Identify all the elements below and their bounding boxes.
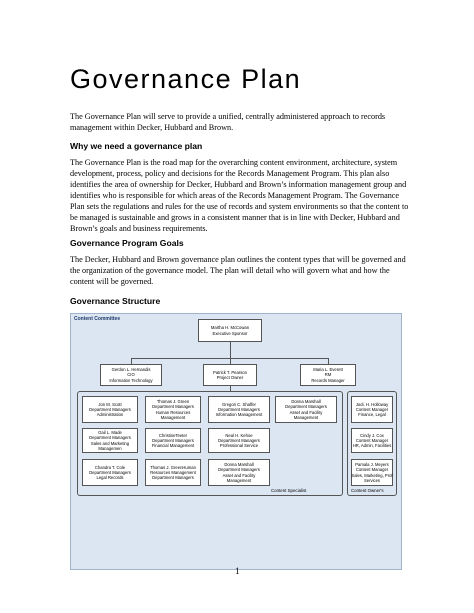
- owner-box: Jodi. H. Holloway Content Manager Finance, Legal: [351, 396, 393, 423]
- connector-exec: [230, 342, 231, 358]
- owner-box: Cindy J. Cox Content Manager HR, Admin, Facilities: [351, 428, 393, 453]
- specialist-box: Gregori C. Shaffer Department Managers Information Management: [208, 396, 270, 423]
- specialist-box: ChristineTeeter Department Managers Financial Management: [145, 428, 201, 453]
- page-title: Governance Plan: [70, 64, 302, 94]
- intro-paragraph: The Governance Plan will serve to provide a unified, centrally administered approach to records management within Decker, Hubbard and Brown.: [70, 112, 386, 132]
- records-manager-box: Maria L. Everett RM Records Manager: [300, 364, 356, 386]
- content-committee-label: Content Committee: [74, 316, 121, 322]
- specialist-box: Gail L. Made Department Managers Sales and Marketing Managemen: [82, 428, 138, 453]
- content-owners-label: Content Owner's: [351, 488, 384, 493]
- specialist-box: Thomas J. GreenHuman Resources Management Department Managers: [145, 459, 201, 486]
- section-heading-structure: Governance Structure: [70, 296, 161, 306]
- project-owner-box: Patrick T. Pearson Project Owner: [203, 364, 257, 386]
- section-heading-goals: Governance Program Goals: [70, 238, 184, 248]
- specialist-box: Chandra T. Cole Department Managers Legal Records: [82, 459, 138, 486]
- org-chart: [70, 313, 402, 570]
- goals-paragraph: The Decker, Hubbard and Brown governance plan outlines the content types that will be governed and the organization of the governance model. The plan will detail who will govern what and how the content will be governed.: [70, 255, 406, 286]
- specialist-box: Jon M. Scott Department Managers Administration: [82, 396, 138, 423]
- exec-sponsor-box: Martha H. McCowan Executive Sponsor: [198, 319, 262, 342]
- why-paragraph: The Governance Plan is the road map for the overarching content environment, architecture, system development, process, policy and decisions for the Records Management Program. This plan also identifies the area of ownership for Decker, Hubbard and Brown’s information management group and identifies who is responsible for which areas of the Records Management Program. The Governance Plan sets the regulations and rules for the use of records and system environments so that the content to be managed is sustainable and grows in a consistent manner that is in line with Decker, Hubbard and Brown’s goals and business requirements.: [70, 158, 409, 233]
- content-specialist-label: Content Specialist: [271, 488, 307, 493]
- page-number: 1: [235, 566, 240, 576]
- specialist-box: Donna Marshall Department Managers Asset and Facility Management: [208, 459, 270, 486]
- cio-box: Gerdon L. Hernandis CIO Information Technology: [100, 364, 162, 386]
- owner-box: Pamala J. Meyers Content Manager Sales, Marketing, Prof Services: [351, 459, 393, 486]
- section-heading-why: Why we need a governance plan: [70, 141, 203, 151]
- specialist-box: Donna Marshall Department Managers Asset and Facility Management: [275, 396, 337, 423]
- specialist-box: Thomas J. Green Department Managers Human Resources Management: [145, 396, 201, 423]
- specialist-box: Neal H. Kehoe Department Managers Professional Service: [208, 428, 270, 453]
